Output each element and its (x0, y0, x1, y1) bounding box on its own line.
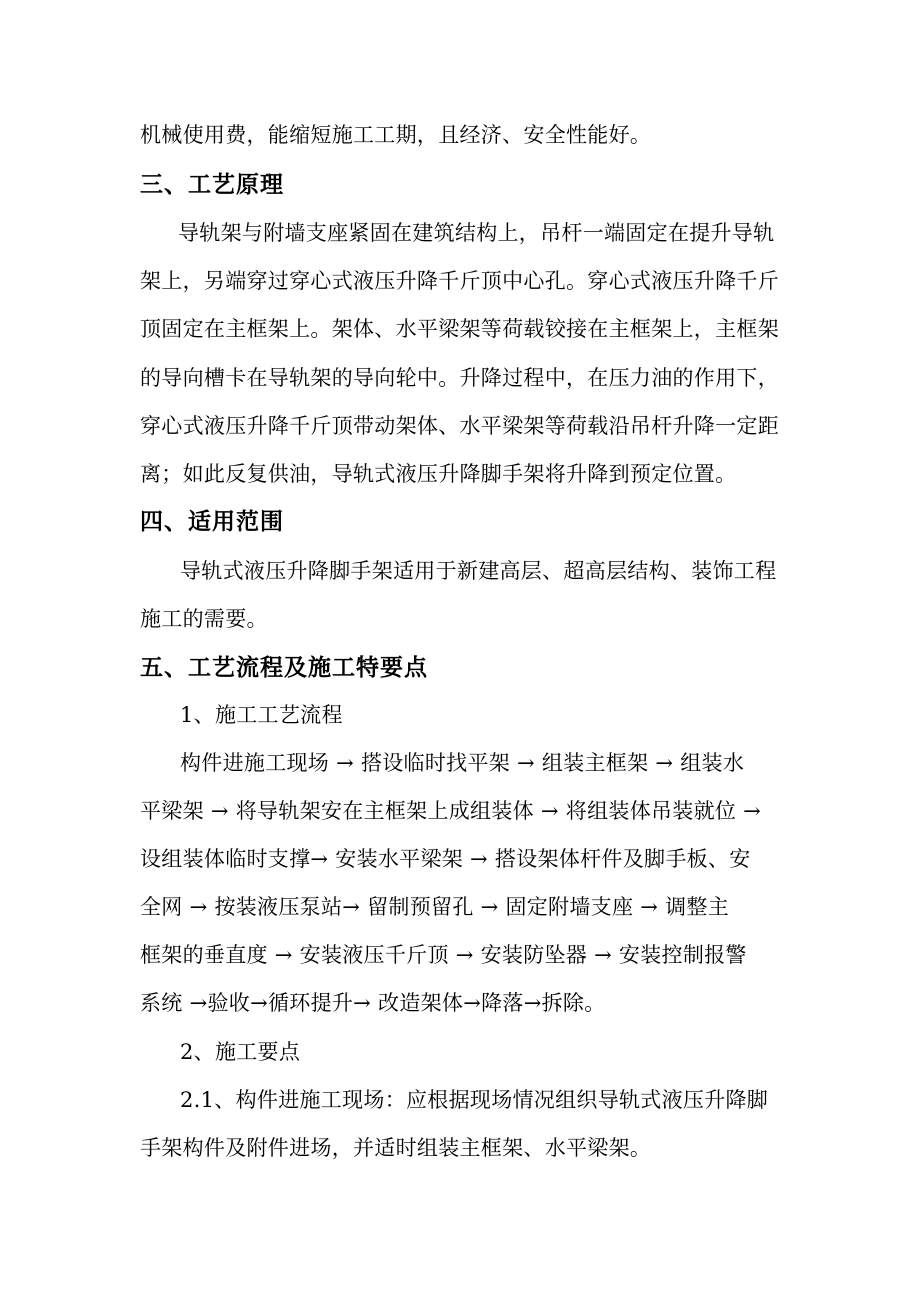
section-heading-3: 三、工艺原理 (140, 172, 284, 198)
paragraph-line: 的导向槽卡在导轨架的导向轮中。升降过程中，在压力油的作用下， (140, 366, 779, 390)
paragraph-line: 框架的垂直度 → 安装液压千斤顶 → 安装防坠器 → 安装控制报警 (140, 943, 747, 967)
paragraph-line: 全网 → 按装液压泵站→ 留制预留孔 → 固定附墙支座 → 调整主 (140, 895, 730, 919)
paragraph-line: 穿心式液压升降千斤顶带动架体、水平梁架等荷载沿吊杆升降一定距 (140, 414, 779, 438)
paragraph-line: 施工的需要。 (140, 607, 268, 631)
subsection-title-1: 1、施工工艺流程 (180, 703, 343, 727)
paragraph-line: 2.1、构件进施工现场：应根据现场情况组织导轨式液压升降脚 (180, 1088, 769, 1112)
paragraph-line: 系统 →验收→循环提升→ 改造架体→降落→拆除。 (140, 991, 606, 1015)
section-heading-4: 四、适用范围 (140, 509, 284, 535)
section-heading-5: 五、工艺流程及施工特要点 (140, 655, 428, 681)
paragraph-line: 设组装体临时支撑→ 安装水平梁架 → 搭设架体杆件及脚手板、安 (140, 847, 751, 871)
subsection-title-2: 2、施工要点 (180, 1040, 301, 1064)
paragraph-line: 构件进施工现场 → 搭设临时找平架 → 组装主框架 → 组装水 (180, 751, 745, 775)
paragraph-line: 手架构件及附件进场，并适时组装主框架、水平梁架。 (140, 1136, 652, 1160)
paragraph-line: 架上，另端穿过穿心式液压升降千斤顶中心孔。穿心式液压升降千斤 (140, 269, 779, 293)
paragraph-line: 顶固定在主框架上。架体、水平梁架等荷载铰接在主框架上，主框架 (140, 317, 779, 341)
paragraph-line: 离；如此反复供油，导轨式液压升降脚手架将升降到预定位置。 (140, 462, 737, 486)
paragraph-line: 导轨式液压升降脚手架适用于新建高层、超高层结构、装饰工程 (180, 559, 777, 583)
paragraph-line: 机械使用费，能缩短施工工期，且经济、安全性能好。 (140, 123, 652, 147)
paragraph-line: 导轨架与附墙支座紧固在建筑结构上，吊杆一端固定在提升导轨 (178, 221, 775, 245)
paragraph-line: 平梁架 → 将导轨架安在主框架上成组装体 → 将组装体吊装就位 → (140, 799, 762, 823)
